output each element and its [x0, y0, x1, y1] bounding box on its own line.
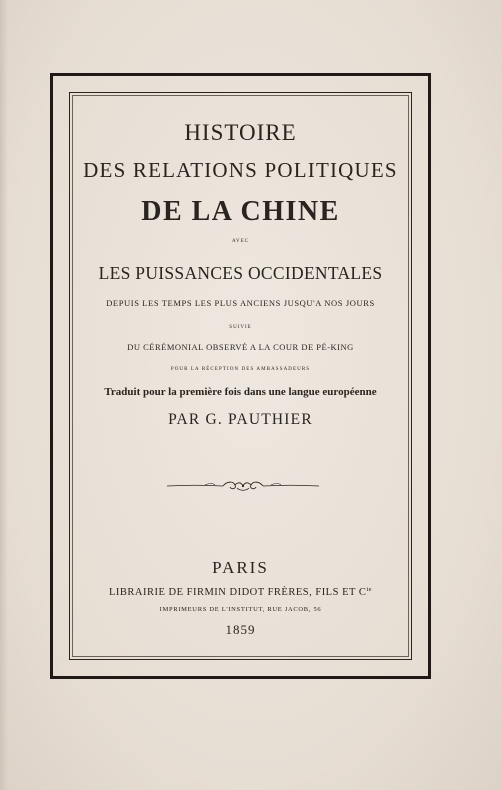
subtitle-ceremonial: DU CÉRÉMONIAL OBSERVÉ A LA COUR DE PÉ-KING — [127, 342, 354, 352]
subtitle-puissances: LES PUISSANCES OCCIDENTALES — [98, 263, 383, 283]
title-line-histoire: HISTOIRE — [184, 120, 297, 145]
subtitle-pour: POUR LA RÉCEPTION DES AMBASSADEURS — [170, 367, 311, 372]
imprint-year: 1859 — [225, 622, 256, 637]
title-line-relations: DES RELATIONS POLITIQUES — [83, 158, 398, 182]
scroll-ornament-icon — [165, 480, 321, 492]
publisher-name: LIBRAIRIE DE FIRMIN DIDOT FRÈRES, FILS ET C — [108, 587, 367, 598]
imprint-publisher — [72, 586, 409, 598]
page-edge-shadow — [0, 0, 8, 790]
title-block — [72, 92, 409, 657]
title-line-chine: DE LA CHINE — [141, 196, 340, 227]
translation-note: Traduit pour la première fois dans une langue européenne — [104, 386, 377, 398]
author-line: PAR G. PAUTHIER — [168, 411, 313, 428]
connector-avec: AVEC — [232, 239, 249, 244]
connector-suivie: SUIVIE — [229, 325, 252, 330]
subtitle-depuis: DEPUIS LES TEMPS LES PLUS ANCIENS JUSQU'A NOS JOURS — [106, 298, 375, 308]
imprint-city: PARIS — [212, 558, 269, 577]
imprint-printers: IMPRIMEURS DE L'INSTITUT, RUE JACOB, 56 — [159, 606, 322, 613]
publisher-superscript: ie — [366, 586, 373, 593]
